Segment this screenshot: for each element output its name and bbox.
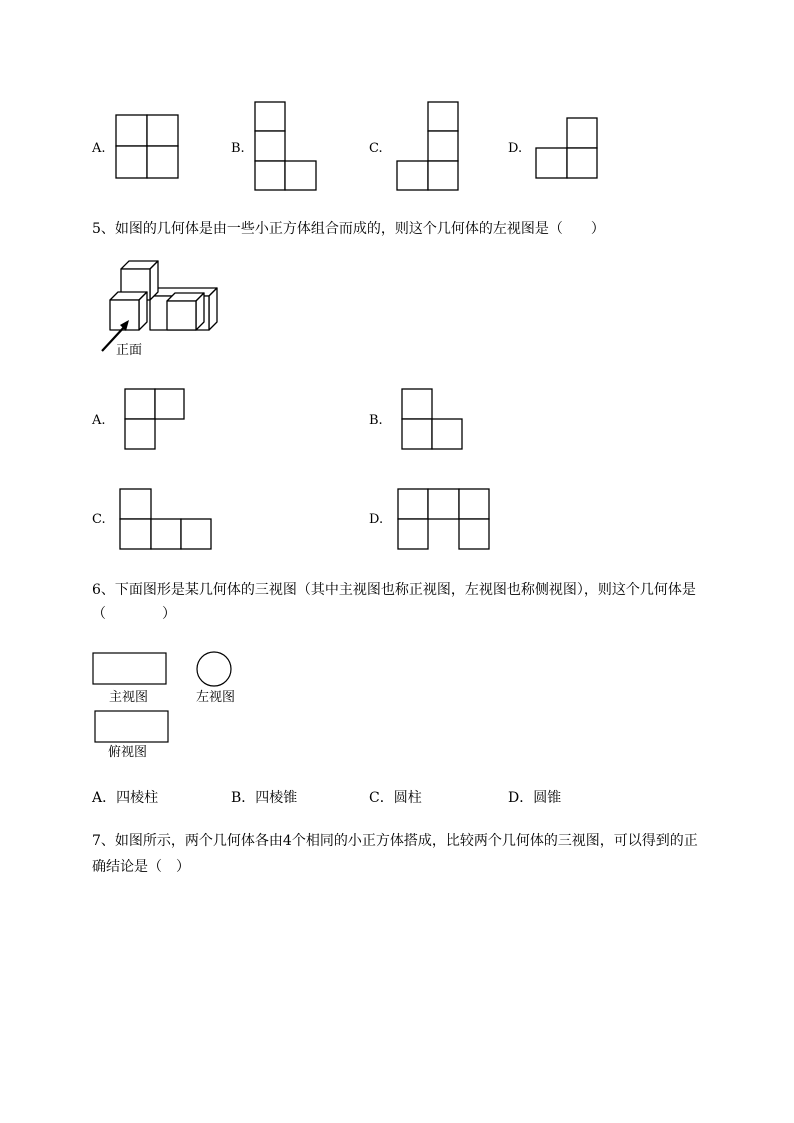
q4-option-d-label[interactable]: D. — [508, 141, 523, 156]
q5-option-a-label[interactable]: A. — [92, 413, 106, 428]
q6-three-views-figure — [0, 0, 1, 1]
q6-question-text-line2: （ ） — [92, 606, 176, 622]
q4-option-c-label[interactable]: C. — [369, 141, 383, 156]
q6-left-view-caption: 左视图 — [196, 690, 236, 705]
q5-option-c-label[interactable]: C. — [92, 512, 106, 527]
q5-question-text: 5、如图的几何体是由一些小正方体组合而成的，则这个几何体的左视图是（ ） — [92, 221, 605, 237]
q6-option-a[interactable]: A．四棱柱 — [92, 790, 159, 806]
q6-option-b[interactable]: B．四棱锥 — [231, 790, 298, 806]
q6-left-view-circle — [197, 652, 231, 686]
q4-option-a-label[interactable]: A. — [92, 141, 106, 156]
q5-option-b-label[interactable]: B. — [369, 413, 383, 428]
q7-question-text-line2: 确结论是（ ） — [92, 859, 190, 875]
q6-top-view-caption: 俯视图 — [108, 745, 148, 760]
q6-top-view-rect — [95, 711, 168, 742]
q4-option-b-label[interactable]: B. — [231, 141, 245, 156]
q5-option-d-label[interactable]: D. — [369, 512, 384, 527]
q6-front-view-rect — [93, 653, 166, 684]
q5-front-caption: 正面 — [116, 343, 143, 358]
q6-question-text-line1: 6、下面图形是某几何体的三视图（其中主视图也称正视图，左视图也称侧视图），则这个几何体是 — [92, 582, 696, 598]
q6-front-view-caption: 主视图 — [109, 690, 149, 705]
q6-option-d[interactable]: D．圆锥 — [508, 790, 562, 806]
q7-question-text-line1: 7、如图所示，两个几何体各由4个相同的小正方体搭成，比较两个几何体的三视图，可以得到的正 — [92, 833, 698, 849]
q6-option-c[interactable]: C．圆柱 — [369, 790, 422, 806]
